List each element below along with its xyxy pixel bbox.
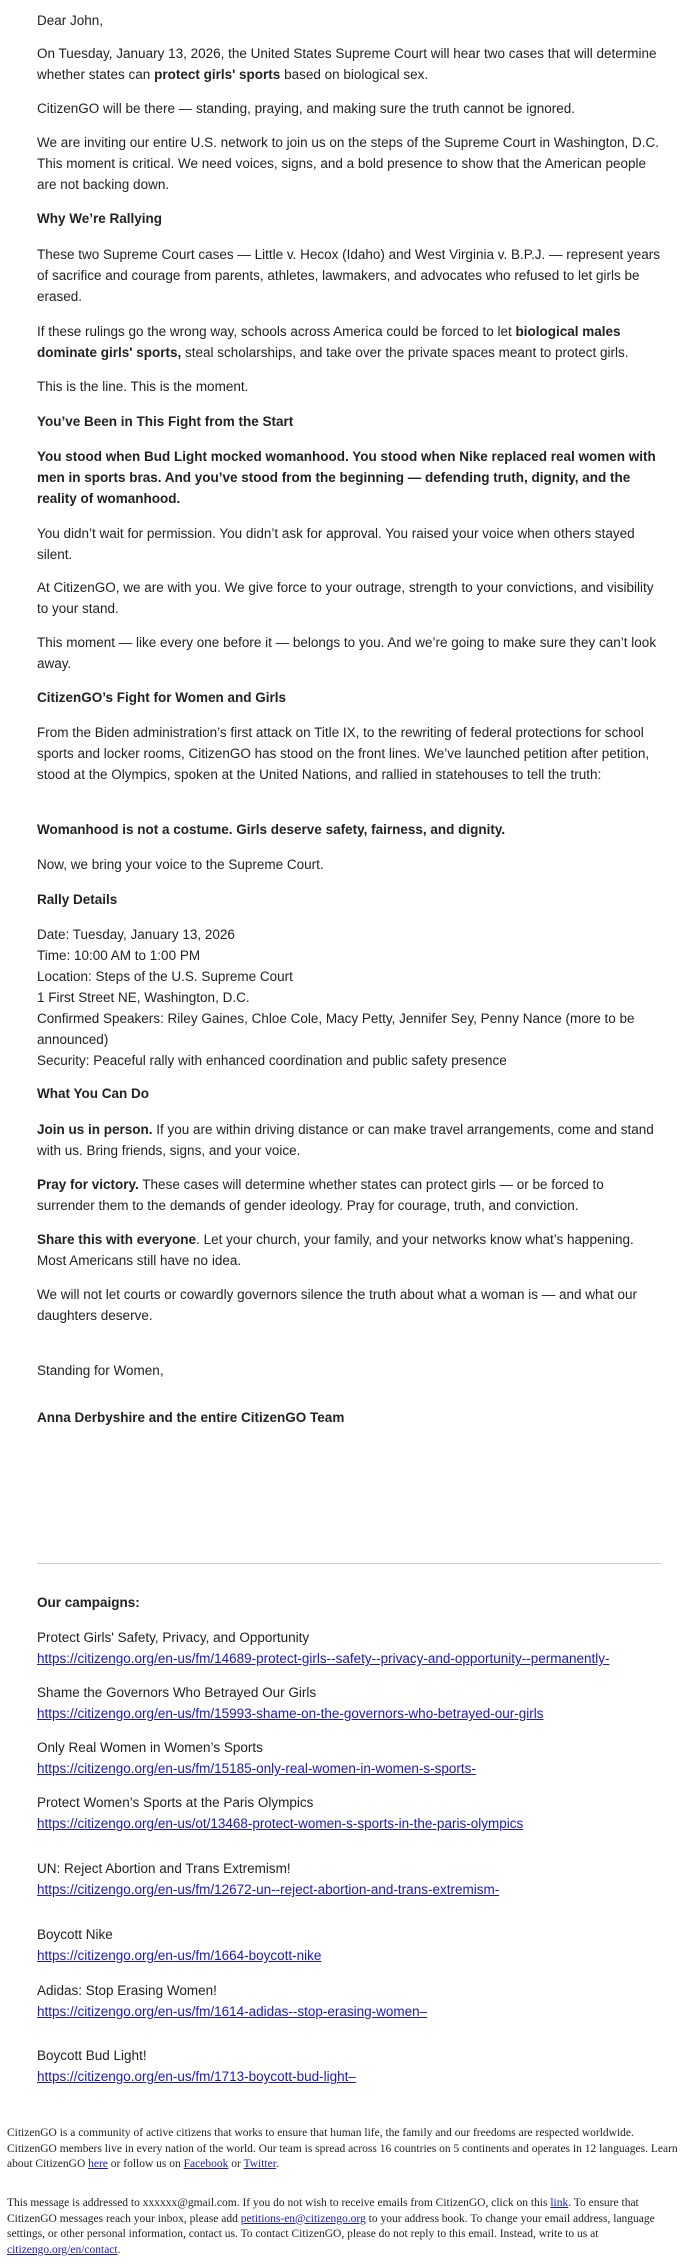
campaign-item: [37, 2045, 661, 2087]
why-paragraph-3: This is the line. This is the moment.: [37, 379, 249, 394]
fight-bold-paragraph: You stood when Bud Light mocked womanhood. You stood when Nike replaced real women with men in sports bras. And you’ve stood from the beginning — defending truth, dignity, and the reality of womanhood.: [37, 449, 656, 506]
campaign-title: Boycott Nike: [37, 1927, 113, 1942]
fight-paragraph-3: This moment — like every one before it — belongs to you. And we’re going to make sure they can’t look away.: [37, 635, 657, 671]
why-heading: Why We’re Rallying: [37, 211, 163, 226]
campaign-link[interactable]: https://citizengo.org/en-us/fm/1713-boycott-bud-light–: [37, 2069, 356, 2084]
campaign-item: [37, 1737, 661, 1779]
unsubscribe-link[interactable]: link: [550, 2197, 569, 2209]
rally-security: Security: Peaceful rally with enhanced coordination and public safety presence: [37, 1053, 507, 1068]
intro-paragraph-1: On Tuesday, January 13, 2026, the United States Supreme Court will hear two cases that will determine whether states can protect girls' sports based on biological sex.: [37, 46, 657, 82]
footer-address: This message is addressed to xxxxxx@gmail.com. If you do not wish to receive emails from CitizenGO, click on this link. To ensure that CitizenGO messages reach your inbox, please add petitions-en@citizengo.org to your address book. To change your email address, language settings, or other personal information, contact us. To contact CitizenGO, please do not reply to this email. Instead, write to us at citizengo.org/en/contact.: [7, 2197, 655, 2256]
contact-link[interactable]: citizengo.org/en/contact: [7, 2243, 118, 2256]
campaign-item: [37, 1858, 661, 1900]
campaign-link[interactable]: https://citizengo.org/en-us/fm/15993-shame-on-the-governors-who-betrayed-our-girls: [37, 1706, 544, 1721]
campaign-item: [37, 1682, 661, 1724]
citizengo-fight-heading: CitizenGO’s Fight for Women and Girls: [37, 690, 287, 705]
campaign-link[interactable]: https://citizengo.org/en-us/fm/15185-only-real-women-in-women-s-sports-: [37, 1761, 476, 1776]
campaigns-heading: Our campaigns:: [37, 1595, 140, 1610]
womanhood-bold-paragraph: Womanhood is not a costume. Girls deserve safety, fairness, and dignity.: [37, 822, 506, 837]
protect-girls-sports-bold: protect girls' sports: [154, 67, 281, 82]
action-pray: Pray for victory. These cases will determine whether states can protect girls — or be forced to surrender them to the demands of gender ideology. Pray for courage, truth, and conviction.: [37, 1177, 604, 1213]
greeting: Dear John,: [37, 13, 104, 28]
footer-about: CitizenGO is a community of active citizens that works to ensure that human life, the family and our freedoms are respected worldwide. CitizenGO members live in every nation of the world. Our team is spread across 16 countries on 5 continents and operates in 12 languages. Learn about CitizenGO here or follow us on Facebook or Twitter.: [7, 2127, 678, 2170]
rally-date: Date: Tuesday, January 13, 2026: [37, 927, 235, 942]
fight-heading: You’ve Been in This Fight from the Start: [37, 414, 294, 429]
campaign-link[interactable]: https://citizengo.org/en-us/ot/13468-protect-women-s-sports-in-the-paris-olympics: [37, 1816, 524, 1831]
campaign-link[interactable]: https://citizengo.org/en-us/fm/12672-un--reject-abortion-and-trans-extremism-: [37, 1882, 500, 1897]
closing-paragraph: We will not let courts or cowardly governors silence the truth about what a woman is — and what our daughters deserve.: [37, 1287, 638, 1323]
campaign-link[interactable]: https://citizengo.org/en-us/fm/1664-boycott-nike: [37, 1948, 322, 1963]
campaign-item: [37, 1792, 661, 1834]
campaign-link[interactable]: https://citizengo.org/en-us/fm/1614-adidas--stop-erasing-women–: [37, 2004, 428, 2019]
campaign-title: Only Real Women in Women’s Sports: [37, 1740, 263, 1755]
campaign-title: Protect Women’s Sports at the Paris Olympics: [37, 1795, 314, 1810]
campaign-link[interactable]: https://citizengo.org/en-us/fm/14689-protect-girls--safety--privacy-and-opportunity--permanently-: [37, 1651, 610, 1666]
citizengo-fight-paragraph-1: From the Biden administration’s first attack on Title IX, to the rewriting of federal protections for school sports and locker rooms, CitizenGO has stood on the front lines. We’ve launched petition after petition, stood at the Olympics, spoken at the United Nations, and rallied in statehouses to tell the truth:: [37, 725, 650, 782]
rally-address: 1 First Street NE, Washington, D.C.: [37, 990, 250, 1005]
citizengo-fight-paragraph-2: Now, we bring your voice to the Supreme Court.: [37, 857, 324, 872]
petitions-email-link[interactable]: petitions-en@citizengo.org: [240, 2212, 366, 2225]
campaign-item: [37, 1980, 661, 2022]
campaign-item: [37, 1627, 661, 1669]
fight-paragraph-1: You didn’t wait for permission. You didn’t ask for approval. You raised your voice when others stayed silent.: [37, 526, 635, 562]
actions-heading: What You Can Do: [37, 1086, 149, 1101]
campaign-title: Boycott Bud Light!: [37, 2048, 147, 2063]
rally-details-list: [37, 924, 661, 1071]
twitter-link[interactable]: Twitter: [243, 2158, 276, 2170]
signature: Anna Derbyshire and the entire CitizenGO Team: [37, 1410, 345, 1425]
biological-males-bold: biological males dominate girls' sports,: [37, 324, 621, 360]
why-paragraph-1: These two Supreme Court cases — Little v. Hecox (Idaho) and West Virginia v. B.P.J. — represent years of sacrifice and courage from parents, athletes, lawmakers, and advocates who refused to let girls be erased.: [37, 247, 661, 304]
campaign-title: Protect Girls' Safety, Privacy, and Opportunity: [37, 1630, 310, 1645]
campaign-title: Shame the Governors Who Betrayed Our Girls: [37, 1685, 317, 1700]
campaign-title: Adidas: Stop Erasing Women!: [37, 1983, 217, 1998]
action-share: Share this with everyone. Let your church, your family, and your networks know what’s happening. Most Americans still have no idea.: [37, 1232, 634, 1268]
why-paragraph-2: If these rulings go the wrong way, schools across America could be forced to let biological males dominate girls' sports, steal scholarships, and take over the private spaces meant to protect girls.: [37, 324, 629, 360]
campaign-item: [37, 1924, 661, 1966]
fight-paragraph-2: At CitizenGO, we are with you. We give force to your outrage, strength to your convictions, and visibility to your stand.: [37, 580, 654, 616]
rally-speakers: Confirmed Speakers: Riley Gaines, Chloe Cole, Macy Petty, Jennifer Sey, Penny Nance (more to be announced): [37, 1011, 635, 1047]
rally-location: Location: Steps of the U.S. Supreme Court: [37, 969, 293, 984]
facebook-link[interactable]: Facebook: [183, 2158, 229, 2170]
action-join: Join us in person. If you are within driving distance or can make travel arrangements, come and stand with us. Bring friends, signs, and your voice.: [37, 1122, 654, 1158]
intro-paragraph-2: CitizenGO will be there — standing, praying, and making sure the truth cannot be ignored.: [37, 101, 576, 116]
rally-time: Time: 10:00 AM to 1:00 PM: [37, 948, 201, 963]
divider: [37, 1563, 661, 1564]
intro-paragraph-3: We are inviting our entire U.S. network to join us on the steps of the Supreme Court in Washington, D.C. This moment is critical. We need voices, signs, and a bold presence to show that the American people are not backing down.: [37, 135, 660, 192]
here-link[interactable]: here: [88, 2158, 108, 2170]
signoff-line: Standing for Women,: [37, 1363, 164, 1378]
campaign-title: UN: Reject Abortion and Trans Extremism!: [37, 1861, 291, 1876]
rally-heading: Rally Details: [37, 892, 118, 907]
